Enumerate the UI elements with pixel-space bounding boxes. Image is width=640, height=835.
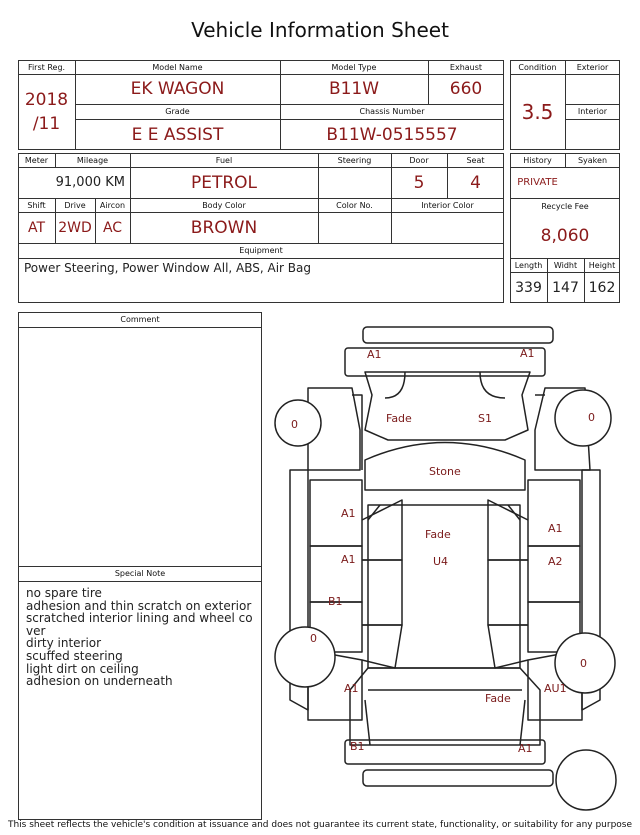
- recycle-fee-value: 8,060: [540, 226, 590, 246]
- width-value: 147: [552, 279, 579, 296]
- mark-rear-gate: Fade: [485, 692, 511, 705]
- equipment-label: Equipment: [239, 246, 283, 255]
- mark-roof-rear: U4: [433, 555, 449, 568]
- mark-front-bumper-left: A1: [367, 348, 382, 361]
- condition-score: 3.5: [521, 100, 554, 124]
- model-name-label: Model Name: [152, 62, 203, 72]
- meter-label: Meter: [24, 155, 49, 165]
- mark-wheel-front-right: 0: [588, 411, 595, 424]
- body-color-label: Body Color: [202, 200, 246, 210]
- door-value: 5: [413, 172, 425, 193]
- model-type-label: Model Type: [331, 62, 377, 72]
- steering-value: [318, 167, 391, 198]
- mark-left-rear-quarter: B1: [328, 595, 343, 608]
- model-name-value: EK WAGON: [130, 79, 225, 99]
- mark-wheel-rear-right: 0: [580, 657, 587, 670]
- interior-color-value: [391, 212, 504, 243]
- mark-rear-bumper-right: A1: [518, 742, 533, 755]
- model-type-value: B11W: [328, 79, 380, 99]
- first-reg-value: 2018 /11: [24, 90, 69, 134]
- door-label: Door: [409, 155, 429, 165]
- syaken-value: [565, 167, 620, 198]
- interior-color-label: Interior Color: [421, 200, 474, 210]
- mark-hood-right: S1: [478, 412, 492, 425]
- mark-rear-right: AU1: [544, 682, 567, 695]
- special-note-text: no spare tire adhesion and thin scratch on exterior scratched interior lining and wheel co ver dirty interior scuffed steering light dirt on ceiling adhesion on underneath: [26, 586, 253, 689]
- mark-hood-left: Fade: [386, 412, 412, 425]
- shift-label: Shift: [27, 200, 46, 210]
- chassis-value: B11W-0515557: [326, 124, 458, 145]
- mark-right-rear-door: A2: [548, 555, 563, 568]
- height-label: Height: [588, 260, 616, 270]
- comment-label: Comment: [120, 315, 160, 324]
- chassis-label: Chassis Number: [359, 107, 425, 116]
- width-label: Widht: [553, 260, 578, 270]
- shift-value: AT: [27, 219, 46, 236]
- color-no-label: Color No.: [336, 200, 373, 210]
- mark-windshield: Stone: [429, 465, 461, 478]
- car-damage-diagram: [270, 322, 625, 817]
- aircon-value: AC: [102, 219, 123, 236]
- first-reg-label: First Reg.: [27, 62, 66, 72]
- mark-left-rear-door: A1: [341, 553, 356, 566]
- fuel-value: PETROL: [190, 172, 258, 193]
- grade-label: Grade: [165, 107, 190, 116]
- mark-right-front-door: A1: [548, 522, 563, 535]
- mark-rear-bumper-left: B1: [350, 740, 365, 753]
- color-no-value: [318, 212, 391, 243]
- recycle-fee-label: Recycle Fee: [541, 201, 589, 211]
- mark-wheel-rear-left: 0: [310, 632, 317, 645]
- special-note-label: Special Note: [114, 569, 166, 578]
- seat-label: Seat: [466, 155, 485, 165]
- drive-value: 2WD: [58, 219, 92, 236]
- page-title: Vehicle Information Sheet: [191, 18, 449, 42]
- mark-rear-left: A1: [344, 682, 359, 695]
- history-value: PRIVATE: [517, 177, 558, 188]
- interior-value: [565, 119, 620, 150]
- equipment-value: Power Steering, Power Window All, ABS, Air Bag: [24, 261, 312, 275]
- interior-label: Interior: [577, 107, 608, 116]
- length-value: 339: [515, 279, 542, 296]
- length-label: Length: [514, 260, 543, 270]
- drive-label: Drive: [64, 200, 86, 210]
- history-label: History: [523, 155, 552, 165]
- mileage-label: Mileage: [76, 155, 109, 165]
- mark-front-bumper-right: A1: [520, 347, 535, 360]
- aircon-label: Aircon: [99, 200, 126, 210]
- body-color-value: BROWN: [190, 217, 258, 238]
- exhaust-label: Exhaust: [449, 62, 483, 72]
- fuel-label: Fuel: [215, 155, 233, 165]
- mark-left-front-door: A1: [341, 507, 356, 520]
- exterior-value: [565, 74, 620, 104]
- seat-value: 4: [470, 172, 481, 193]
- height-value: 162: [588, 279, 616, 296]
- syaken-label: Syaken: [577, 155, 608, 165]
- steering-label: Steering: [337, 155, 372, 165]
- exterior-label: Exterior: [576, 62, 609, 72]
- mark-roof-front: Fade: [425, 528, 451, 541]
- exhaust-value: 660: [449, 79, 483, 99]
- mileage-value: 91,000 KM: [55, 175, 125, 190]
- disclaimer-footer: This sheet reflects the vehicle's condition at issuance and does not guarantee its current state, functionality, or suitability for any purpose: [7, 820, 633, 830]
- mark-wheel-front-left: 0: [291, 418, 298, 431]
- condition-label: Condition: [518, 62, 557, 72]
- grade-value: E E ASSIST: [131, 124, 224, 145]
